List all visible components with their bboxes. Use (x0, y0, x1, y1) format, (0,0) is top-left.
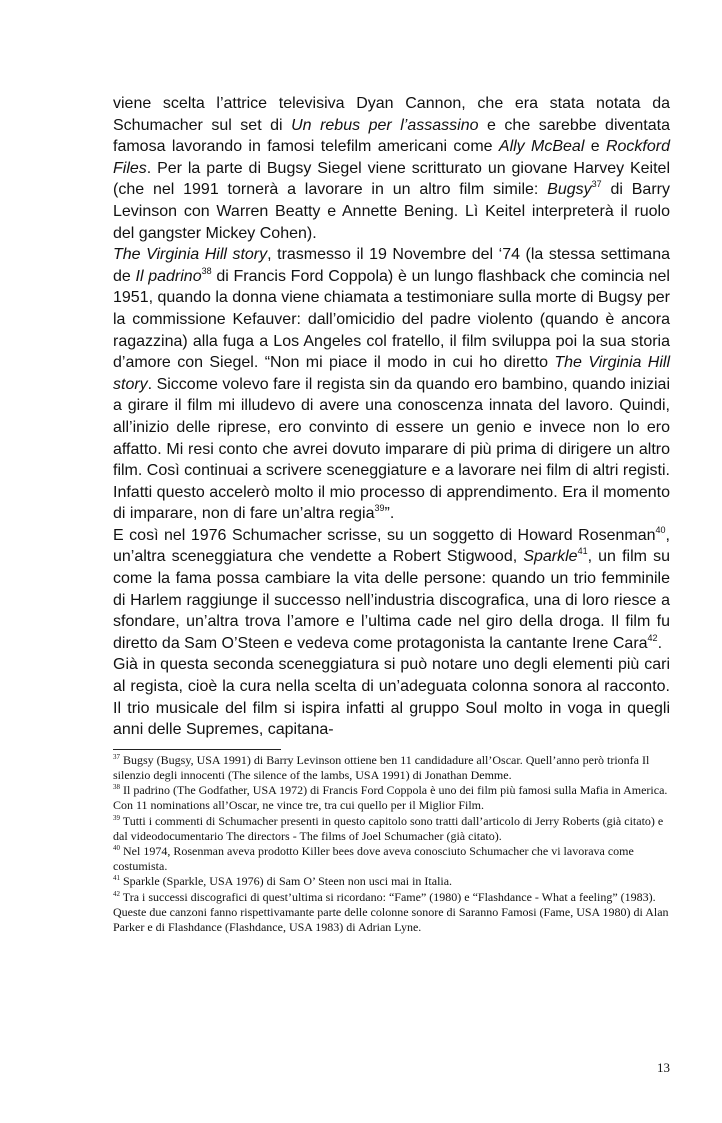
text-run: . Per la parte di Bugsy Siegel viene scritturato un giovane Harvey Keitel (che nel 1991 tornerà a lavorare in un altro film simile: (113, 159, 670, 199)
paragraph-cannon-keitel (113, 93, 670, 244)
footnote-separator (113, 749, 281, 750)
footnotes (113, 753, 670, 935)
page-number: 13 (657, 1060, 670, 1075)
footnote-text: Sparkle (Sparkle, USA 1976) di Sam O’ Steen non usci mai in Italia. (123, 874, 453, 889)
film-title: The Virginia Hill story (113, 354, 671, 393)
footnote-number: 40 (113, 844, 120, 853)
text-run: ”. (384, 505, 395, 523)
film-title: Bugsy (547, 181, 592, 199)
text-run: viene scelta l’attrice televisiva Dyan Cannon, che era stata notata da Schumacher sul set di (113, 95, 670, 134)
footnote-ref[interactable]: 42 (647, 632, 658, 643)
footnote-ref[interactable]: 40 (655, 524, 666, 535)
footnote-text: Nel 1974, Rosenman aveva prodotto Killer bees dove aveva conosciuto Schumacher che vi lavorava come costumista. (113, 844, 634, 874)
footnote-38 (113, 783, 670, 813)
text-run: E così nel 1976 Schumacher scrisse, su un soggetto di Howard Rosenman (113, 526, 656, 544)
footnote-number: 37 (113, 752, 120, 761)
footnote-ref[interactable]: 37 (591, 179, 602, 190)
text-run: di Barry Levinson con Warren Beatty e Annette Bening. Lì Keitel interpreterà il ruolo del gangster Mickey Cohen). (113, 181, 670, 242)
footnote-41 (113, 874, 670, 889)
page-content (113, 93, 670, 935)
footnote-number: 38 (113, 783, 120, 792)
footnote-text: Tutti i commenti di Schumacher presenti in questo capitolo sono tratti dall’articolo di Jerry Roberts (già citato) e dal videodocumentario The directors - The films of Joel Schumacher (già citato). (113, 813, 664, 843)
footnote-ref[interactable]: 41 (577, 546, 588, 557)
film-title: Un rebus per l’assassino (291, 116, 479, 134)
footnote-ref[interactable]: 39 (374, 503, 385, 514)
film-title: Rockford Files (113, 138, 670, 177)
paragraph-soundtrack (113, 654, 670, 740)
film-title: Sparkle (523, 548, 578, 566)
paragraph-virginia-hill (113, 244, 670, 525)
text-run: Già in questa seconda sceneggiatura si può notare uno degli elementi più cari al regista, cioè la cura nella scelta di un’adeguata colonna sonora al racconto. Il trio musicale del film si ispira infatti al gruppo Soul molto in voga in quegli anni delle Supremes, capitana- (113, 656, 670, 739)
text-run: , un film su come la fama possa cambiare la vita delle persone: quando un trio femminile di Harlem raggiunge il successo nell’industria discografica, una di loro riesce a sfondare, un’altra trova l’amore e l’ultima cade nel giro della droga. Il film fu diretto da Sam O’Steen e vedeva come protagonista la cantante Irene Cara (113, 548, 671, 652)
text-run: , trasmesso il 19 Novembre del ‘74 (la stessa settimana de (113, 246, 670, 285)
footnote-text: Tra i successi discografici di quest’ultima si ricordano: “Fame” (1980) e “Flashdance - What a feeling” (1983). Queste due canzoni fanno rispettivamante parte delle colonne sonore di Saranno Famosi (Fame, USA 1980) di Alan Parker e di Flashdance (Flashdance, USA 1983) di Adrian Lyne. (113, 889, 669, 935)
text-run: di Francis Ford Coppola) è un lungo flashback che comincia nel 1951, quando la donna viene chiamata a testimoniare sulla morte di Bugsy per la commissione Kefauver: dall’omicidio del padre violento (quando è ancora ragazzina) alla fuga a Los Angeles col fratello, il film sviluppa poi la sua storia d’amore con Siegel. “Non mi piace il modo in cui ho diretto (113, 267, 670, 372)
text-run: e (584, 138, 606, 156)
footnote-text: Bugsy (Bugsy, USA 1991) di Barry Levinson ottiene ben 11 candidadure all’Oscar. Quell’anno però trionfa Il silenzio degli innocenti (The silence of the lambs, USA 1991) di Jonathan Demme. (113, 752, 650, 783)
text-run: . (657, 634, 663, 652)
paragraph-sparkle (113, 525, 670, 655)
text-run: , un’altra sceneggiatura che vendette a Robert Stigwood, (113, 526, 670, 566)
film-title: The Virginia Hill story (113, 246, 268, 264)
text-run: . Siccome volevo fare il regista sin da quando ero bambino, quando iniziai a girare il film mi illudevo di avere una conoscenza innata del lavoro. Quindi, all’inizio delle riprese, ero convinto di essere un genio e invece non lo ero affatto. Mi resi conto che avrei dovuto imparare di più prima di dirigere un altro film. Così continuai a scrivere sceneggiature e a lavorare nei film di altri registi. Infatti questo accelerò molto il mio processo di apprendimento. Era il momento di imparare, non di fare un’altra regia (113, 375, 670, 523)
footnote-ref[interactable]: 38 (201, 265, 212, 276)
footnote-number: 42 (113, 889, 120, 898)
footnote-text: Il padrino (The Godfather, USA 1972) di Francis Ford Coppola è uno dei film più famosi sulla Mafia in America. Con 11 nominations all’Oscar, ne vince tre, tra cui quello per il Miglior Film. (113, 783, 668, 813)
footnote-42 (113, 890, 670, 936)
footnote-40 (113, 844, 670, 874)
footnote-number: 41 (113, 874, 120, 883)
body-text (113, 93, 670, 741)
film-title: Ally McBeal (498, 138, 585, 156)
film-title: Il padrino (135, 267, 202, 285)
footnote-number: 39 (113, 813, 120, 822)
text-run: e che sarebbe diventata famosa lavorando in famosi telefilm americani come (113, 116, 670, 156)
footnote-37 (113, 753, 670, 783)
footnote-39 (113, 814, 670, 844)
